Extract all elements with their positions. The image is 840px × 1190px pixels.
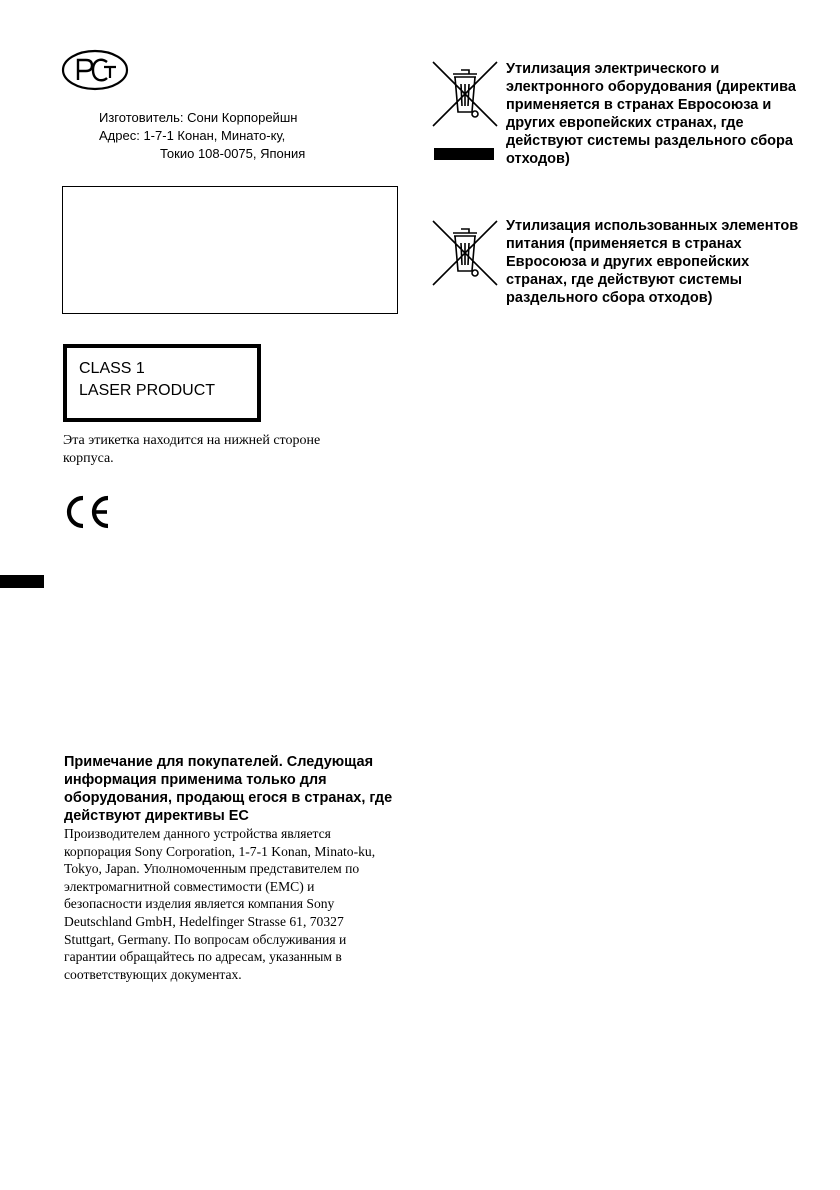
empty-frame-box [62,186,398,314]
disposal-equipment-text: Утилизация электрического и электронного оборудования (директива применяется в странах Евросоюза и других европейских странах, где действуют системы раздельного сбора отходов) [506,61,796,167]
crossed-out-wheelie-bin-icon [431,60,499,128]
manufacturer-info [99,109,305,163]
manufacturer-label: Изготовитель: [99,110,184,125]
laser-product-line: LASER PRODUCT [79,382,216,399]
address-label: Адрес: [99,128,140,143]
laser-class-line: CLASS 1 [79,360,145,377]
eu-notice [64,753,394,983]
label-location-note: Эта этикетка находится на нижней стороне корпуса. [63,433,321,466]
disposal-batteries-text: Утилизация использованных элементов питания (применяется в странах Евросоюза и других европейских странах, где действуют системы раздельного сбора отходов) [506,218,799,306]
page-side-tab [0,575,44,588]
laser-class-label [63,344,261,422]
ce-mark-logo [64,495,112,529]
address-line-1: 1-7-1 Конан, Минато-ку, [143,128,286,143]
eu-notice-heading: Примечание для покупателей. Следующая информация применима только для оборудования, продающ егося в странах, где действуют директивы ЕС [64,754,393,824]
eu-notice-body: Производителем данного устройства является корпорация Sony Corporation, 1-7-1 Konan, Minato-ku, Tokyo, Japan. Уполномоченным представителем по электромагнитной совместимости (EMC) и безопасности изделия является компания Sony Deutschland GmbH, Hedelfinger Strasse 61, 70327 Stuttgart, Germany. По вопросам обслуживания и гарантии обращайтесь по адресам, указанным в соответствующих документах. [64,826,376,982]
separate-collection-bar [434,148,494,160]
manufacturer-value: Сони Корпорейшн [187,110,298,125]
crossed-out-wheelie-bin-icon [431,219,499,287]
address-line-2: Токио 108-0075, Япония [160,146,306,161]
pct-certification-logo [60,48,130,92]
